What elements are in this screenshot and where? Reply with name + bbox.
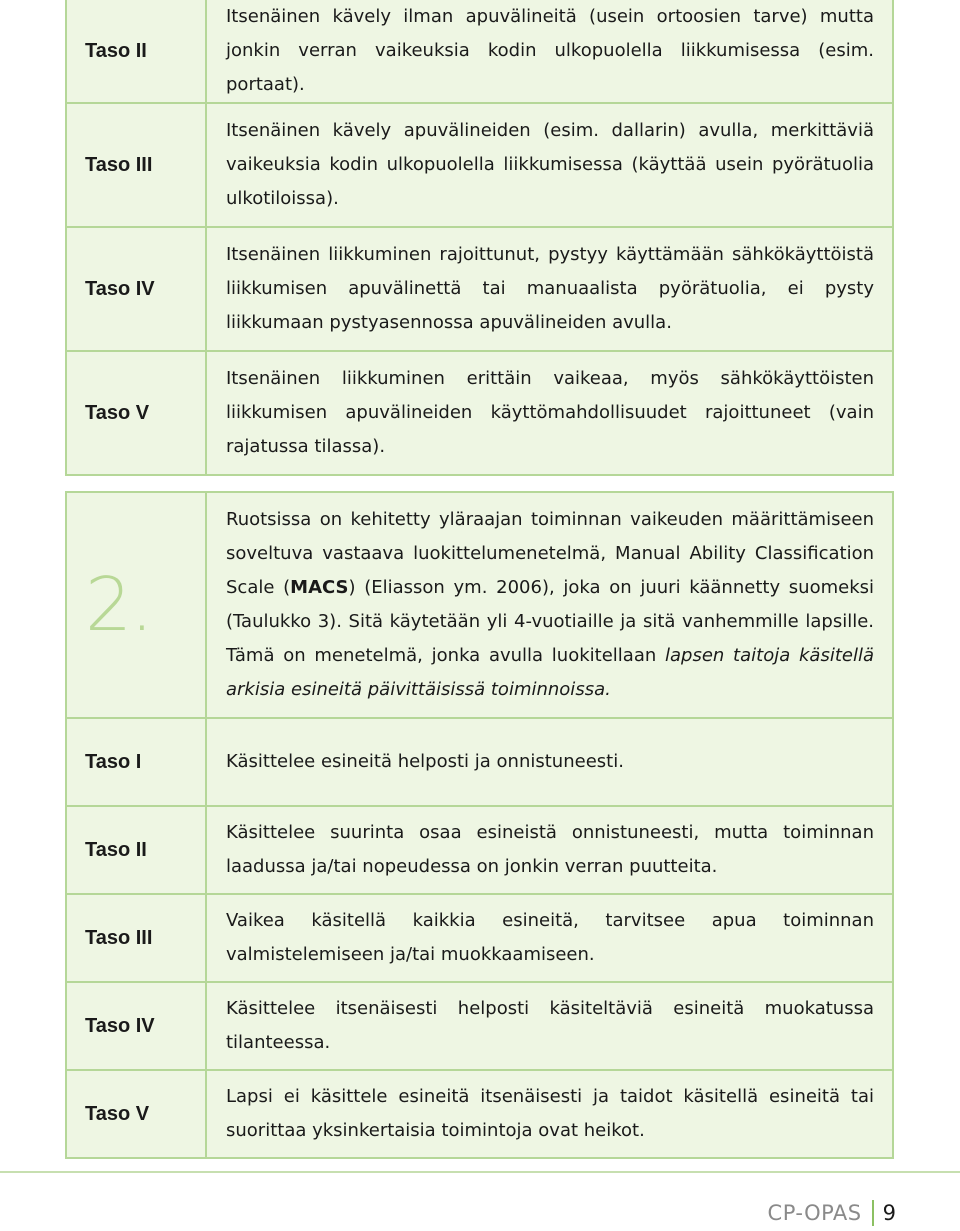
section-intro-row — [66, 492, 893, 718]
level-description: Lapsi ei käsittele esineitä itsenäisesti ja taidot käsitellä esineitä tai suorittaa yksinkertaisia toimintoja ovat heikot. — [206, 1070, 893, 1158]
page-footer — [768, 1200, 896, 1226]
table-row — [66, 227, 893, 351]
table-row — [66, 806, 893, 894]
footer-separator — [872, 1200, 874, 1226]
level-description: Käsittelee itsenäisesti helposti käsiteltäviä esineitä muokatussa tilanteessa. — [206, 982, 893, 1070]
table-row — [66, 894, 893, 982]
level-description: Itsenäinen liikkuminen rajoittunut, pystyy käyttämään sähkökäyttöistä liikkumisen apuvälinettä tai manuaalista pyörätuolia, ei pysty liikkumaan pystyasennossa apuvälineiden avulla. — [206, 227, 893, 351]
section-number: 2. — [85, 562, 152, 648]
table-row — [66, 351, 893, 475]
table-row — [66, 0, 893, 103]
level-description: Käsittelee esineitä helposti ja onnistuneesti. — [206, 718, 893, 806]
section-number-cell — [66, 492, 206, 718]
level-label: Taso I — [66, 718, 206, 806]
gmfcs-level-table — [65, 0, 894, 476]
level-label: Taso III — [66, 103, 206, 227]
intro-text-part: ) (Eliasson ym. 2006), joka on juuri käännetty suomeksi (Taulukko 3). Sitä käytetään yli 4-vuotiaille ja sitä vanhemmille lapsille. Tämä on menetelmä, jonka avulla luokitellaan — [226, 577, 874, 666]
macs-level-table — [65, 491, 894, 1159]
level-description: Käsittelee suurinta osaa esineistä onnistuneesti, mutta toiminnan laadussa ja/tai nopeudessa on jonkin verran puutteita. — [206, 806, 893, 894]
table-row — [66, 982, 893, 1070]
level-description: Vaikea käsitellä kaikkia esineitä, tarvitsee apua toiminnan valmistelemiseen ja/tai muokkaamiseen. — [206, 894, 893, 982]
level-description: Itsenäinen kävely apuvälineiden (esim. dallarin) avulla, merkittäviä vaikeuksia kodin ulkopuolella liikkumisessa (käyttää usein pyörätuolia ulkotiloissa). — [206, 103, 893, 227]
table-row — [66, 103, 893, 227]
macs-abbreviation: MACS — [290, 577, 349, 598]
level-label: Taso IV — [66, 227, 206, 351]
level-description: Itsenäinen kävely ilman apuvälineitä (usein ortoosien tarve) mutta jonkin verran vaikeuksia kodin ulkopuolella liikkumisessa (esim. portaat). — [206, 0, 893, 103]
table-row — [66, 1070, 893, 1158]
level-label: Taso II — [66, 806, 206, 894]
level-label: Taso V — [66, 351, 206, 475]
level-label: Taso IV — [66, 982, 206, 1070]
level-label: Taso II — [66, 0, 206, 103]
footer-brand: CP-OPAS — [767, 1201, 862, 1225]
intro-emphasis: lapsen taitoja käsitellä arkisia esineitä päivittäisissä toiminnoissa. — [226, 645, 874, 700]
intro-text-part: Ruotsissa on kehitetty yläraajan toiminnan vaikeuden määrittämiseen soveltuva vastaava luokittelumenetelmä, Manual Ability Classification Scale ( — [226, 509, 874, 598]
table-row — [66, 718, 893, 806]
page-number: 9 — [882, 1201, 896, 1225]
level-label: Taso V — [66, 1070, 206, 1158]
footer-divider — [0, 1171, 960, 1173]
level-description: Itsenäinen liikkuminen erittäin vaikeaa, myös sähkökäyttöisten liikkumisen apuvälineiden käyttömahdollisuudet rajoittuneet (vain rajatussa tilassa). — [206, 351, 893, 475]
level-label: Taso III — [66, 894, 206, 982]
section-intro-text — [206, 492, 893, 718]
